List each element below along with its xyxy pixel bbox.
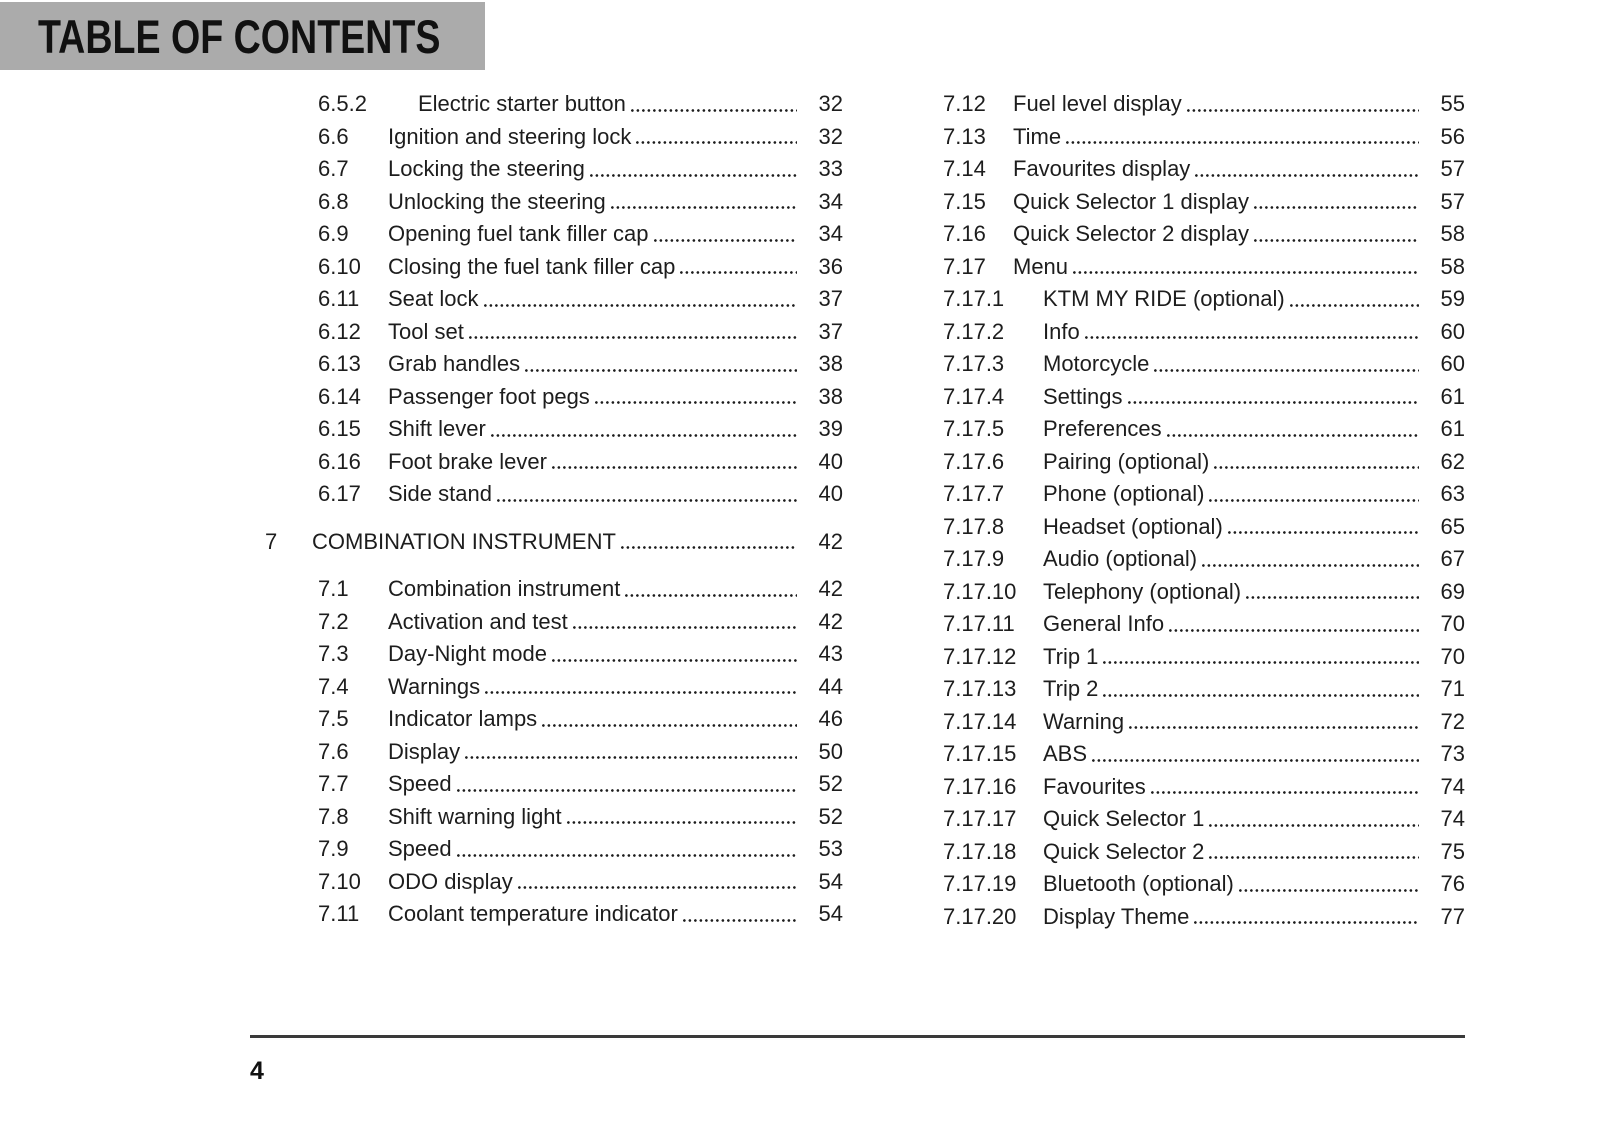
toc-entry-dots-leader [518, 885, 797, 890]
toc-entry-number: 6.6 [318, 123, 349, 149]
toc-entry-page: 73 [1440, 741, 1465, 766]
toc-entry [943, 901, 1465, 934]
toc-entry [265, 638, 843, 671]
toc-entry-title: Telephony (optional) [1043, 578, 1242, 604]
toc-entry-title: Combination instrument [388, 576, 621, 601]
toc-entry-dots-leader [552, 658, 797, 663]
toc-entry [265, 153, 843, 186]
toc-entry-number: 6.11 [318, 286, 360, 311]
toc-entry-title: General Info [1043, 611, 1165, 636]
toc-entry-dots-leader [1103, 693, 1419, 698]
toc-entry-number: 7.13 [943, 123, 986, 149]
toc-entry-title: Favourites [1043, 773, 1146, 799]
toc-entry-number: 7.17 [943, 253, 986, 279]
toc-entry-number: 7.17.12 [943, 643, 1017, 669]
toc-entry-title: Audio (optional) [1043, 546, 1198, 571]
toc-entry-number: 7.11 [318, 901, 360, 926]
toc-entry [943, 836, 1465, 869]
toc-entry-title: Shift lever [388, 416, 486, 441]
toc-entry [943, 641, 1465, 674]
toc-entry [265, 606, 843, 639]
toc-entry-title: Shift warning light [388, 803, 562, 829]
toc-entry-number: 6.16 [318, 448, 361, 474]
toc-entry-dots-leader [469, 335, 797, 340]
toc-entry-title: Trip 2 [1043, 676, 1099, 701]
toc-entry-title: Electric starter button [418, 91, 626, 116]
toc-entry [943, 803, 1465, 836]
toc-entry-dots-leader [611, 205, 797, 210]
toc-entry-page: 63 [1440, 481, 1465, 506]
toc-entry-number: 6.15 [318, 416, 361, 441]
toc-entry-dots-leader [621, 545, 797, 550]
toc-entry-page: 43 [818, 641, 843, 666]
toc-entry-number: 7.17.7 [943, 481, 1005, 506]
toc-entry-page: 52 [818, 771, 843, 796]
toc-entry-number: 7.2 [318, 608, 349, 634]
toc-entry-title: Display Theme [1043, 903, 1190, 929]
toc-entry-dots-leader [525, 368, 797, 373]
toc-entry-number: 6.7 [318, 156, 349, 181]
page-header-banner [0, 2, 485, 70]
toc-entry-page: 53 [818, 836, 843, 861]
toc-entry-title: KTM MY RIDE (optional) [1043, 286, 1285, 311]
toc-entry-page: 55 [1440, 91, 1465, 116]
toc-entry [943, 738, 1465, 771]
toc-entry-title: Menu [1013, 253, 1069, 279]
toc-entry-number: 7.17.1 [943, 286, 1005, 311]
toc-entry-dots-leader [1254, 238, 1419, 243]
toc-entry-title: Quick Selector 2 [1043, 838, 1205, 864]
toc-entry-page: 40 [818, 481, 843, 506]
toc-entry-title: Coolant temperature indicator [388, 901, 678, 926]
toc-entry-page: 42 [818, 576, 843, 601]
toc-entry-dots-leader [465, 755, 797, 760]
toc-entry-dots-leader [1128, 400, 1420, 405]
toc-entry [265, 768, 843, 801]
toc-entry-number: 7.17.14 [943, 708, 1017, 734]
toc-entry-page: 33 [818, 156, 843, 181]
toc-entry-title: Display [388, 738, 461, 764]
toc-entry-title: Seat lock [388, 286, 479, 311]
toc-entry-number: 7.17.20 [943, 903, 1017, 929]
toc-entry [265, 526, 843, 559]
toc-entry-dots-leader [1103, 660, 1419, 665]
toc-entry-dots-leader [485, 690, 797, 695]
toc-entry-title: Tool set [388, 318, 464, 344]
toc-entry-title: Quick Selector 2 display [1013, 221, 1249, 246]
toc-entry-page: 61 [1440, 416, 1465, 441]
toc-entry-title: Preferences [1043, 416, 1162, 441]
toc-entry-title: Passenger foot pegs [388, 383, 590, 409]
toc-entry [943, 348, 1465, 381]
toc-entry-dots-leader [484, 303, 798, 308]
toc-entry [943, 283, 1465, 316]
toc-entry-number: 7.8 [318, 803, 349, 829]
toc-entry-dots-leader [573, 625, 797, 630]
toc-entry [943, 868, 1465, 901]
toc-entry-dots-leader [1195, 173, 1419, 178]
toc-entry-page: 59 [1440, 286, 1465, 311]
toc-entry-number: 6.10 [318, 253, 361, 279]
toc-entry [265, 703, 843, 736]
toc-entry-number: 6.12 [318, 318, 361, 344]
toc-entry [265, 866, 843, 899]
toc-entry-number: 7.16 [943, 221, 986, 246]
toc-entry-page: 54 [818, 868, 843, 894]
toc-entry-title: Motorcycle [1043, 351, 1150, 376]
toc-entry-page: 71 [1440, 676, 1465, 701]
toc-entry-number: 7.17.19 [943, 871, 1017, 896]
toc-entry [943, 673, 1465, 706]
toc-entry-page: 57 [1440, 188, 1465, 214]
toc-entry-dots-leader [1154, 368, 1419, 373]
toc-column-left [265, 88, 843, 933]
toc-entry [943, 706, 1465, 739]
toc-entry-dots-leader [491, 433, 797, 438]
toc-entry-dots-leader [631, 108, 797, 113]
toc-entry-title: ODO display [388, 868, 513, 894]
toc-entry-title: Time [1013, 123, 1062, 149]
toc-entry-page: 69 [1440, 578, 1465, 604]
toc-entry-title: Speed [388, 771, 452, 796]
footer-page-number: 4 [250, 1057, 264, 1085]
toc-entry-number: 6.9 [318, 221, 349, 246]
toc-entry-number: 7.3 [318, 641, 349, 666]
toc-entry [265, 218, 843, 251]
toc-entry-dots-leader [567, 820, 797, 825]
toc-entry-dots-leader [1092, 758, 1419, 763]
page-title: TABLE OF CONTENTS [38, 9, 441, 63]
toc-entry-page: 34 [818, 188, 843, 214]
toc-entry-dots-leader [1209, 823, 1419, 828]
toc-entry-page: 62 [1440, 448, 1465, 474]
toc-entry-number: 6.8 [318, 188, 349, 214]
toc-entry [265, 316, 843, 349]
toc-entry-number: 7.17.11 [943, 611, 1015, 636]
toc-entry-dots-leader [1209, 498, 1419, 503]
toc-entry-page: 58 [1440, 221, 1465, 246]
toc-entry-page: 60 [1440, 351, 1465, 376]
toc-entry-page: 61 [1440, 383, 1465, 409]
toc-entry-title: Side stand [388, 481, 492, 506]
toc-entry [943, 88, 1465, 121]
toc-entry [265, 121, 843, 154]
toc-entry-title: Fuel level display [1013, 91, 1182, 116]
toc-entry [943, 771, 1465, 804]
toc-entry-number: 7.17.13 [943, 676, 1017, 701]
toc-entry-page: 50 [818, 738, 843, 764]
toc-entry [265, 88, 843, 121]
toc-entry [943, 218, 1465, 251]
toc-entry-title: Indicator lamps [388, 706, 538, 731]
toc-entry-number: 7.17.8 [943, 513, 1005, 539]
toc-column-right [943, 88, 1465, 933]
toc-entry-title: Info [1043, 318, 1080, 344]
toc-entry-dots-leader [595, 400, 797, 405]
toc-entry-title: Warning [1043, 708, 1125, 734]
toc-entry-title: Activation and test [388, 608, 568, 634]
toc-entry-title: Phone (optional) [1043, 481, 1205, 506]
toc-entry [943, 446, 1465, 479]
toc-entry-number: 7.17.3 [943, 351, 1005, 376]
toc-entry-title: Warnings [388, 673, 481, 699]
toc-entry-dots-leader [1228, 530, 1419, 535]
toc-entry [943, 413, 1465, 446]
toc-entry-title: Pairing (optional) [1043, 448, 1210, 474]
toc-entry-dots-leader [1085, 335, 1419, 340]
toc-entry [265, 573, 843, 606]
toc-entry-title: Headset (optional) [1043, 513, 1223, 539]
toc-entry-dots-leader [497, 498, 797, 503]
toc-entry-page: 76 [1440, 871, 1465, 896]
toc-entry-dots-leader [1254, 205, 1419, 210]
toc-entry-title: Trip 1 [1043, 643, 1099, 669]
toc-entry-page: 54 [818, 901, 843, 926]
toc-entry-dots-leader [625, 593, 797, 598]
toc-entry-title: Quick Selector 1 display [1013, 188, 1249, 214]
toc-entry-title: Foot brake lever [388, 448, 547, 474]
toc-entry-page: 38 [818, 351, 843, 376]
toc-entry-page: 70 [1440, 611, 1465, 636]
toc-entry-dots-leader [1066, 140, 1419, 145]
toc-entry-title: Bluetooth (optional) [1043, 871, 1234, 896]
toc-entry-dots-leader [1169, 628, 1419, 633]
toc-entry-page: 67 [1440, 546, 1465, 571]
toc-entry-dots-leader [1214, 465, 1419, 470]
toc-entry-number: 7.17.10 [943, 578, 1017, 604]
toc-entry-dots-leader [680, 270, 797, 275]
toc-entry [265, 833, 843, 866]
toc-entry-title: Opening fuel tank filler cap [388, 221, 649, 246]
toc-entry-title: Day-Night mode [388, 641, 547, 666]
toc-entry-number: 7.12 [943, 91, 986, 116]
toc-entry-page: 40 [818, 448, 843, 474]
toc-entry-number: 7.6 [318, 738, 349, 764]
toc-entry-dots-leader [1073, 270, 1419, 275]
toc-entry [943, 511, 1465, 544]
toc-entry-dots-leader [1129, 725, 1419, 730]
toc-entry-page: 39 [818, 416, 843, 441]
toc-entry-number: 7.10 [318, 868, 361, 894]
toc-entry-title: ABS [1043, 741, 1088, 766]
toc-entry-dots-leader [1209, 855, 1419, 860]
toc-entry-title: COMBINATION INSTRUMENT [312, 528, 616, 554]
toc-body [265, 88, 1465, 933]
toc-entry-page: 52 [818, 803, 843, 829]
toc-entry-number: 7.7 [318, 771, 349, 796]
toc-entry-page: 60 [1440, 318, 1465, 344]
toc-entry-page: 38 [818, 383, 843, 409]
toc-entry-number: 6.14 [318, 383, 361, 409]
toc-entry-dots-leader [1246, 595, 1419, 600]
toc-entry-number: 7.14 [943, 156, 986, 181]
toc-entry-title: Quick Selector 1 [1043, 806, 1205, 831]
toc-entry [265, 898, 843, 931]
toc-entry [943, 381, 1465, 414]
toc-entry-page: 42 [818, 608, 843, 634]
toc-entry-number: 6.17 [318, 481, 361, 506]
toc-entry-number: 7.15 [943, 188, 986, 214]
toc-entry [265, 478, 843, 511]
toc-entry-page: 37 [818, 318, 843, 344]
toc-entry-page: 32 [818, 123, 843, 149]
toc-entry-number: 6.5.2 [318, 91, 367, 116]
toc-entry-page: 70 [1440, 643, 1465, 669]
toc-entry-dots-leader [457, 853, 797, 858]
toc-entry-number: 7.17.17 [943, 806, 1017, 831]
toc-entry-number: 7.17.16 [943, 773, 1017, 799]
toc-entry-number: 7.17.5 [943, 416, 1005, 441]
toc-entry-dots-leader [1239, 888, 1419, 893]
toc-entry-dots-leader [590, 173, 797, 178]
toc-entry [943, 316, 1465, 349]
toc-entry-number: 7.17.6 [943, 448, 1005, 474]
toc-entry-dots-leader [683, 918, 797, 923]
toc-entry [265, 283, 843, 316]
toc-entry-title: Locking the steering [388, 156, 585, 181]
toc-entry [265, 381, 843, 414]
toc-entry [943, 251, 1465, 284]
toc-entry-dots-leader [1187, 108, 1419, 113]
toc-entry [265, 348, 843, 381]
toc-entry-page: 57 [1440, 156, 1465, 181]
toc-entry-page: 72 [1440, 708, 1465, 734]
toc-entry-page: 75 [1440, 838, 1465, 864]
toc-entry [265, 736, 843, 769]
toc-entry [943, 186, 1465, 219]
footer-rule [250, 1035, 1465, 1038]
toc-entry [943, 543, 1465, 576]
toc-entry [265, 186, 843, 219]
toc-entry-number: 7.17.9 [943, 546, 1005, 571]
toc-entry [943, 608, 1465, 641]
toc-entry-title: Settings [1043, 383, 1123, 409]
toc-entry-page: 46 [818, 706, 843, 731]
toc-entry-page: 65 [1440, 513, 1465, 539]
toc-entry-title: Favourites display [1013, 156, 1191, 181]
toc-entry-title: Speed [388, 836, 452, 861]
toc-entry-dots-leader [542, 723, 797, 728]
toc-entry-page: 36 [818, 253, 843, 279]
toc-entry [943, 478, 1465, 511]
toc-entry-title: Closing the fuel tank filler cap [388, 253, 676, 279]
toc-entry [265, 801, 843, 834]
toc-entry [265, 251, 843, 284]
toc-entry-page: 42 [818, 528, 843, 554]
toc-entry-number: 7.9 [318, 836, 349, 861]
toc-entry-number: 6.13 [318, 351, 361, 376]
toc-entry [265, 671, 843, 704]
toc-entry-dots-leader [457, 788, 797, 793]
toc-entry-dots-leader [1151, 790, 1419, 795]
toc-entry-number: 7.17.15 [943, 741, 1017, 766]
toc-entry-number: 7.17.18 [943, 838, 1017, 864]
toc-entry-dots-leader [1202, 563, 1419, 568]
toc-entry [943, 576, 1465, 609]
toc-entry-page: 74 [1440, 773, 1465, 799]
toc-entry [943, 121, 1465, 154]
toc-entry-number: 7.5 [318, 706, 349, 731]
toc-entry-page: 37 [818, 286, 843, 311]
toc-entry-page: 32 [818, 91, 843, 116]
toc-entry-number: 7.1 [318, 576, 349, 601]
toc-entry [943, 153, 1465, 186]
toc-entry [265, 446, 843, 479]
toc-entry-dots-leader [636, 140, 797, 145]
toc-entry-dots-leader [654, 238, 798, 243]
toc-entry-page: 44 [818, 673, 843, 699]
toc-entry-title: Ignition and steering lock [388, 123, 632, 149]
toc-entry-dots-leader [552, 465, 797, 470]
toc-entry-number: 7.17.4 [943, 383, 1005, 409]
toc-entry-page: 74 [1440, 806, 1465, 831]
toc-entry [265, 413, 843, 446]
toc-entry-dots-leader [1167, 433, 1419, 438]
toc-entry-page: 77 [1440, 903, 1465, 929]
toc-entry-number: 7 [265, 528, 278, 554]
toc-entry-page: 58 [1440, 253, 1465, 279]
toc-entry-number: 7.17.2 [943, 318, 1005, 344]
toc-entry-number: 7.4 [318, 673, 349, 699]
toc-entry-dots-leader [1290, 303, 1419, 308]
toc-entry-page: 34 [818, 221, 843, 246]
toc-entry-page: 56 [1440, 123, 1465, 149]
toc-entry-dots-leader [1194, 920, 1419, 925]
toc-entry-title: Unlocking the steering [388, 188, 606, 214]
toc-entry-title: Grab handles [388, 351, 521, 376]
